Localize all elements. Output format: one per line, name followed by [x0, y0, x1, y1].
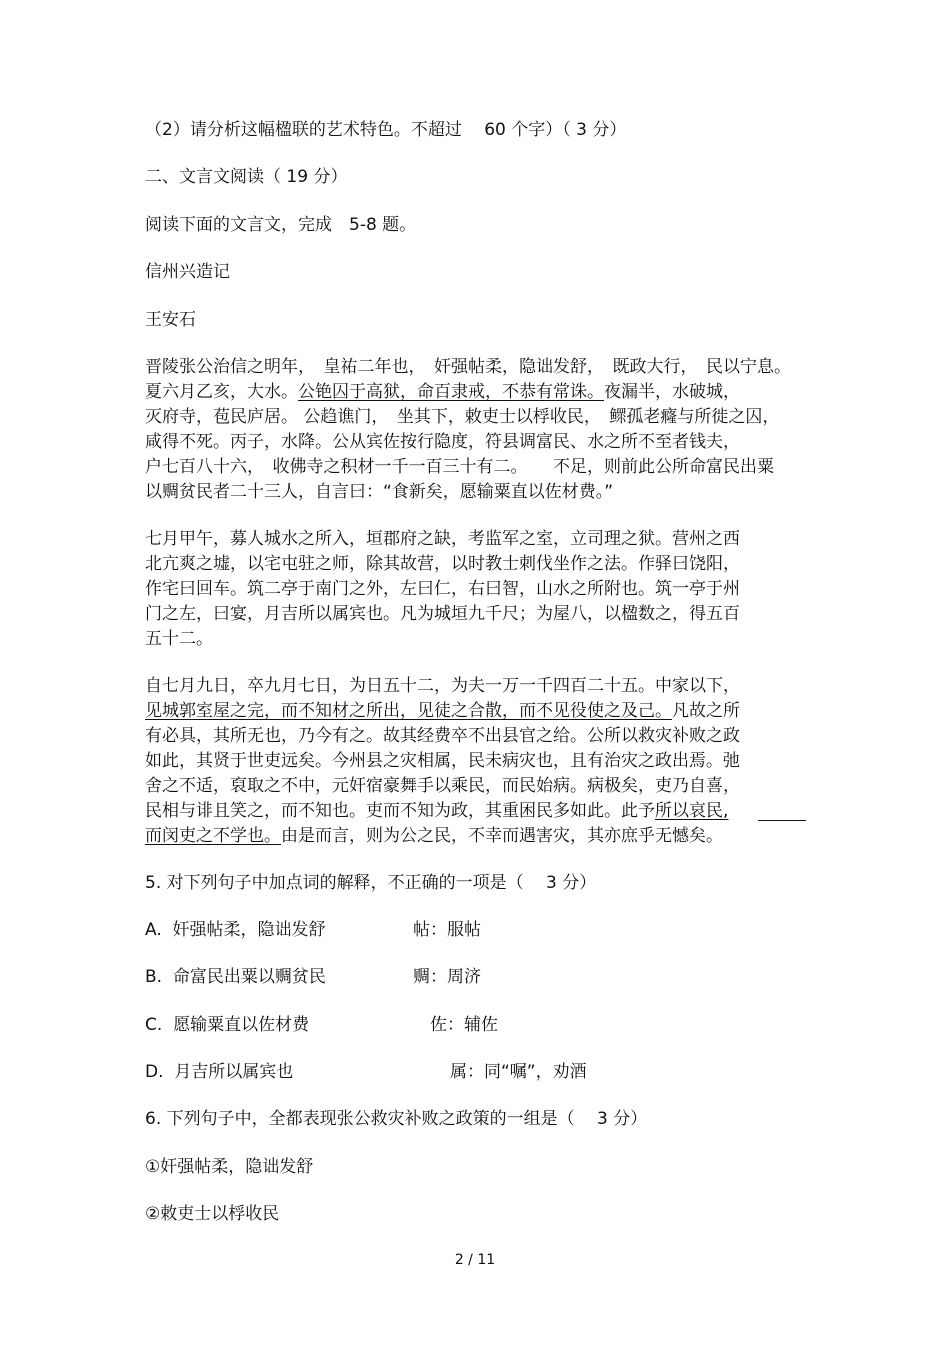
- paragraph-line: 灭府寺，苞民庐居。 公趋谯门， 坐其下，敕吏士以桴收民， 鳏孤老癃与所徙之囚，: [145, 407, 780, 427]
- paragraph-line: 舍之不适，裒取之不中，元奸宿豪舞手以乘民，而民始病。病极矣，吏乃自喜，: [145, 776, 740, 796]
- option-d: [145, 1060, 293, 1084]
- option-text: 奸强帖柔，隐诎发舒: [172, 920, 326, 940]
- option-label: B.: [145, 967, 163, 987]
- option-text: 愿输粟直以佐材费: [173, 1015, 310, 1035]
- paragraph-line: 北亢爽之墟，以宅屯驻之师，除其故营，以时教士刺伐坐作之法。作驿曰饶阳，: [145, 554, 740, 574]
- essay-title: 信州兴造记: [145, 262, 230, 282]
- paragraph-line: 咸得不死。丙子，水降。公从宾佐按行隐度，符县调富民、水之所不至者钱夫，: [145, 432, 740, 452]
- underline-extension: [758, 820, 806, 821]
- option-b: [145, 965, 326, 989]
- paragraph-line: [145, 824, 723, 848]
- option-label: C.: [145, 1015, 163, 1035]
- question-6-item-1: ①奸强帖柔，隐诎发舒: [145, 1157, 314, 1177]
- option-text: 命富民出粟以赒贫民: [172, 967, 326, 987]
- section-2-title: 二、文言文阅读（ 19 分）: [145, 167, 348, 187]
- paragraph-line: 有必具，其所无也，乃今有之。故其经费卒不出县官之给。公所以救灾补败之政: [145, 726, 740, 746]
- question-4-part-2: （2）请分析这幅楹联的艺术特色。不超过 60 个字）（ 3 分）: [145, 120, 627, 140]
- paragraph-line: 七月甲午，募人城水之所入，垣郡府之缺，考监军之室，立司理之狱。营州之西: [145, 529, 740, 549]
- text-segment: 由是而言，则为公之民，不幸而遇害灾，其亦庶乎无憾矣。: [281, 826, 723, 846]
- question-6-stem: 6. 下列句子中，全都表现张公救灾补败之政策的一组是（ 3 分）: [145, 1109, 648, 1129]
- paragraph-line: 如此，其贤于世吏远矣。今州县之灾相属，民未病灾也，且有治灾之政出焉。弛: [145, 751, 740, 771]
- essay-author: 王安石: [145, 310, 196, 330]
- page-number: 2 / 11: [454, 1252, 496, 1268]
- paragraph-line: [145, 380, 740, 404]
- text-segment: 夏六月乙亥，大水。: [145, 382, 298, 402]
- option-a-definition: 帖：服帖: [413, 920, 481, 940]
- option-b-definition: 赒：周济: [413, 967, 481, 987]
- text-segment: 凡故之所: [672, 701, 740, 721]
- underlined-sentence: 所以哀民,: [655, 801, 729, 821]
- question-5-stem: 5. 对下列句子中加点词的解释，不正确的一项是（ 3 分）: [145, 873, 597, 893]
- paragraph-line: 五十二。: [145, 629, 213, 649]
- paragraph-line: 自七月九日，卒九月七日，为日五十二，为夫一万一千四百二十五。中家以下，: [145, 676, 740, 696]
- paragraph-line: 门之左，曰宴，月吉所以属宾也。凡为城垣九千尺；为屋八，以楹数之，得五百: [145, 604, 740, 624]
- option-label: A.: [145, 920, 162, 940]
- option-text: 月吉所以属宾也: [174, 1062, 294, 1082]
- paragraph-line: 作宅曰回车。筑二亭于南门之外，左曰仁，右曰智，山水之所附也。筑一亭于州: [145, 579, 740, 599]
- paragraph-line: 晋陵张公治信之明年， 皇祐二年也， 奸强帖柔，隐诎发舒， 既政大行， 民以宁息。: [145, 357, 791, 377]
- question-6-item-2: ②敕吏士以桴收民: [145, 1204, 280, 1224]
- text-segment: 民相与诽且笑之，而不知也。吏而不知为政，其重困民多如此。此予: [145, 801, 655, 821]
- paragraph-line: [145, 799, 728, 823]
- option-c: [145, 1013, 309, 1037]
- paragraph-line: 户七百八十六， 收佛寺之积材一千一百三十有二。 不足，则前此公所命富民出粟: [145, 457, 774, 477]
- reading-instruction: 阅读下面的文言文，完成 5-8 题。: [145, 215, 417, 235]
- option-d-definition: 属：同“嘱”，劝酒: [450, 1062, 587, 1082]
- underlined-sentence: 而闵吏之不学也。: [145, 826, 281, 846]
- paragraph-line: 以赒贫民者二十三人，自言曰：“食新矣，愿输粟直以佐材费。”: [145, 482, 614, 502]
- text-segment: 夜漏半，水破城，: [604, 382, 740, 402]
- underlined-sentence: 公铯囚于高狱，命百隶戒，不恭有常诛。: [298, 382, 604, 402]
- paragraph-line: [145, 699, 740, 723]
- option-label: D.: [145, 1062, 164, 1082]
- option-c-definition: 佐：辅佐: [430, 1015, 498, 1035]
- underlined-sentence: 见城郭室屋之完，而不知材之所出，见徒之合散，而不见役使之及己。: [145, 701, 672, 721]
- option-a: [145, 918, 326, 942]
